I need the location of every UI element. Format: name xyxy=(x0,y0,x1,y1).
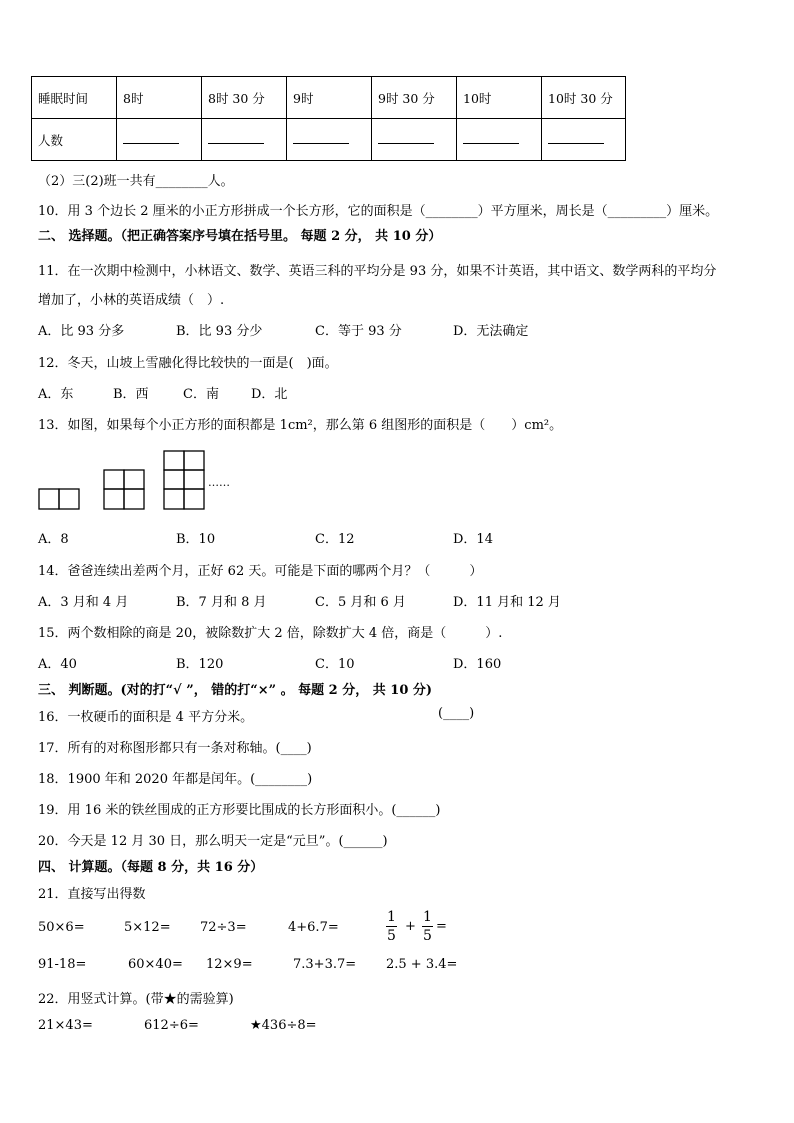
option-c[interactable]: C．12 xyxy=(315,532,355,547)
calc-item: 7.3+3.7= xyxy=(293,957,357,972)
calc-item: 21×43= xyxy=(38,1018,93,1033)
unit-square xyxy=(39,489,59,509)
table-cell: 睡眠时间 xyxy=(32,77,117,119)
section-3-heading: 三、 判断题。(对的打“√ ”， 错的打“×” 。 每题 2 分， 共 10 分) xyxy=(38,683,433,698)
question-11-line1: 11．在一次期中检测中，小林语文、数学、英语三科的平均分是 93 分，如果不计英语，其中语文、数学两科的平均分 xyxy=(38,264,717,279)
question-14: 14．爸爸连续出差两个月，正好 62 天。可能是下面的哪两个月？（ ） xyxy=(38,564,483,579)
table-row xyxy=(32,119,626,161)
option-b[interactable]: B．西 xyxy=(113,387,149,402)
unit-square xyxy=(184,451,204,470)
option-b[interactable]: B．10 xyxy=(176,532,216,547)
option-c[interactable]: C．等于 93 分 xyxy=(315,324,402,339)
option-d[interactable]: D．11 月和 12 月 xyxy=(453,595,561,610)
question-13: 13．如图，如果每个小正方形的面积都是 1cm²，那么第 6 组图形的面积是（ ）cm²。 xyxy=(38,418,563,433)
option-d[interactable]: D．无法确定 xyxy=(453,324,529,339)
question-17: 17．所有的对称图形都只有一条对称轴。(____) xyxy=(38,741,312,756)
option-b[interactable]: B．比 93 分少 xyxy=(176,324,263,339)
calc-item: 91-18= xyxy=(38,957,87,972)
option-d[interactable]: D．14 xyxy=(453,532,493,547)
option-a[interactable]: A．比 93 分多 xyxy=(38,324,125,339)
answer-blank[interactable] xyxy=(542,119,626,161)
answer-blank[interactable]: (____) xyxy=(438,706,475,721)
question-18: 18．1900 年和 2020 年都是闰年。(________) xyxy=(38,772,313,787)
fraction xyxy=(422,908,433,945)
unit-square xyxy=(59,489,79,509)
answer-blank[interactable] xyxy=(202,119,287,161)
unit-square xyxy=(164,451,184,470)
question-11-line2: 增加了，小林的英语成绩（ ）. xyxy=(38,293,225,308)
question-10: 10．用 3 个边长 2 厘米的小正方形拼成一个长方形，它的面积是（________）平方厘米，周长是（_________）厘米。 xyxy=(38,204,719,219)
calc-item: 4+6.7= xyxy=(288,920,339,935)
table-row xyxy=(32,77,626,119)
fraction-denominator: 5 xyxy=(423,928,432,944)
table-cell: 9时 30 分 xyxy=(372,77,457,119)
unit-square xyxy=(104,489,124,509)
answer-blank[interactable] xyxy=(287,119,372,161)
option-c[interactable]: C．10 xyxy=(315,657,355,672)
question-19: 19．用 16 米的铁丝围成的正方形要比围成的长方形面积小。(______) xyxy=(38,803,441,818)
option-b[interactable]: B．120 xyxy=(176,657,224,672)
calc-item: 60×40= xyxy=(128,957,183,972)
table-cell: 10时 xyxy=(457,77,542,119)
table-cell: 人数 xyxy=(32,119,117,161)
option-c[interactable]: C．5 月和 6 月 xyxy=(315,595,406,610)
answer-blank[interactable] xyxy=(372,119,457,161)
ellipsis: …… xyxy=(208,476,230,489)
calc-item: 50×6= xyxy=(38,920,85,935)
sleep-time-table xyxy=(31,76,626,161)
calc-item: 612÷6= xyxy=(144,1018,199,1033)
calc-item: 5×12= xyxy=(124,920,171,935)
option-b[interactable]: B．7 月和 8 月 xyxy=(176,595,267,610)
unit-square xyxy=(164,489,184,509)
option-d[interactable]: D．160 xyxy=(453,657,502,672)
calc-item: 72÷3= xyxy=(200,920,247,935)
unit-square xyxy=(124,470,144,489)
option-a[interactable]: A．40 xyxy=(38,657,77,672)
table-cell: 10时 30 分 xyxy=(542,77,626,119)
plus-sign: + xyxy=(405,919,416,934)
unit-square xyxy=(124,489,144,509)
fraction-denominator: 5 xyxy=(387,928,396,944)
answer-blank[interactable] xyxy=(457,119,542,161)
unit-square xyxy=(184,470,204,489)
question-9-2: （2）三(2)班一共有________人。 xyxy=(38,174,234,189)
question-15: 15．两个数相除的商是 20，被除数扩大 2 倍，除数扩大 4 倍，商是（ ）. xyxy=(38,626,503,641)
option-c[interactable]: C．南 xyxy=(183,387,219,402)
section-2-heading: 二、 选择题。（把正确答案序号填在括号里。 每题 2 分， 共 10 分） xyxy=(38,229,442,244)
option-a[interactable]: A．8 xyxy=(38,532,69,547)
fraction-numerator: 1 xyxy=(387,909,396,925)
answer-blank[interactable] xyxy=(117,119,202,161)
question-21: 21．直接写出得数 xyxy=(38,887,146,902)
question-12: 12．冬天，山坡上雪融化得比较快的一面是( )面。 xyxy=(38,356,338,371)
equals-sign: = xyxy=(436,919,447,934)
calc-item: 12×9= xyxy=(206,957,253,972)
question-16: 16．一枚硬币的面积是 4 平方分米。 xyxy=(38,710,254,725)
question-22: 22．用竖式计算。(带★的需验算) xyxy=(38,992,234,1007)
fraction-numerator: 1 xyxy=(423,909,432,925)
unit-square xyxy=(164,470,184,489)
calc-item: ★436÷8= xyxy=(250,1018,317,1033)
table-cell: 9时 xyxy=(287,77,372,119)
option-a[interactable]: A．3 月和 4 月 xyxy=(38,595,129,610)
calc-item: 2.5 + 3.4= xyxy=(386,957,458,972)
section-4-heading: 四、 计算题。（每题 8 分，共 16 分） xyxy=(38,860,264,875)
table-cell: 8时 30 分 xyxy=(202,77,287,119)
unit-square xyxy=(104,470,124,489)
option-d[interactable]: D．北 xyxy=(251,387,288,402)
option-a[interactable]: A．东 xyxy=(38,387,74,402)
table-cell: 8时 xyxy=(117,77,202,119)
fraction xyxy=(386,908,397,945)
question-20: 20．今天是 12 月 30 日，那么明天一定是“元旦”。(______) xyxy=(38,834,388,849)
unit-square xyxy=(184,489,204,509)
